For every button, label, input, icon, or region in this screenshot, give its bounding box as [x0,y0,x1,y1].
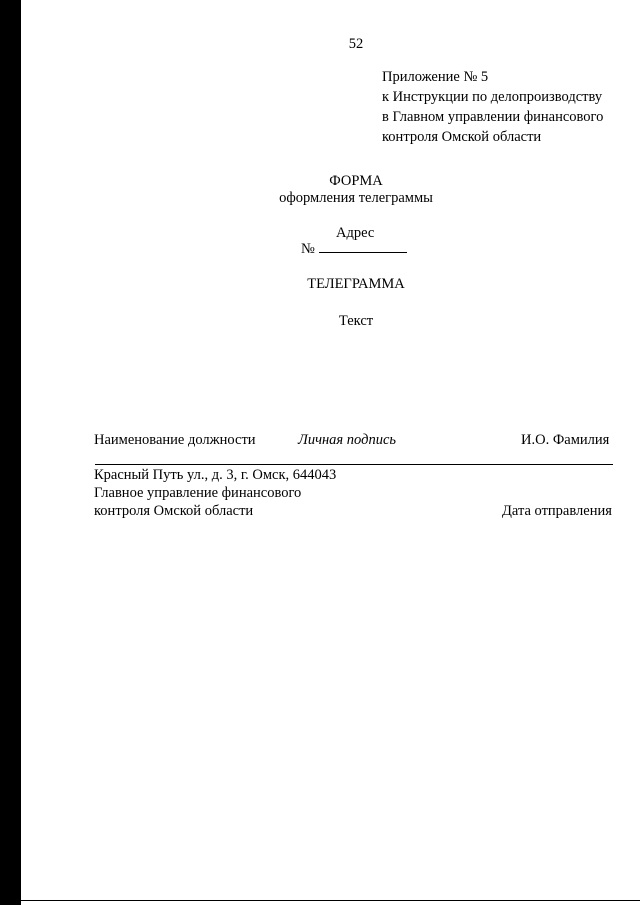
position-title: Наименование должности [94,432,256,448]
page-number: 52 [348,36,364,52]
number-blank-line [319,240,407,253]
appendix-line: Приложение № 5 [382,69,489,85]
text-label: Текст [338,313,374,329]
form-subtitle: оформления телеграммы [279,190,433,206]
number-label: № [301,241,315,257]
scan-left-border [0,0,21,905]
full-name: И.О. Фамилия [521,432,610,448]
number-row [301,240,407,258]
sender-org-line: контроля Омской области [94,503,254,519]
footer-divider [95,464,613,465]
sender-org-line: Главное управление финансового [94,485,302,501]
form-title: ФОРМА [329,173,383,189]
scan-bottom-border [21,900,640,901]
send-date-label: Дата отправления [502,503,612,519]
address-label: Адрес [336,225,375,241]
sender-address: Красный Путь ул., д. 3, г. Омск, 644043 [94,467,337,483]
appendix-line: контроля Омской области [382,129,542,145]
appendix-line: к Инструкции по делопроизводству [382,89,603,105]
personal-signature: Личная подпись [298,432,396,448]
appendix-line: в Главном управлении финансового [382,109,604,125]
telegram-title: ТЕЛЕГРАММА [307,276,405,292]
appendix-header [382,67,603,147]
sender-block [94,466,336,520]
